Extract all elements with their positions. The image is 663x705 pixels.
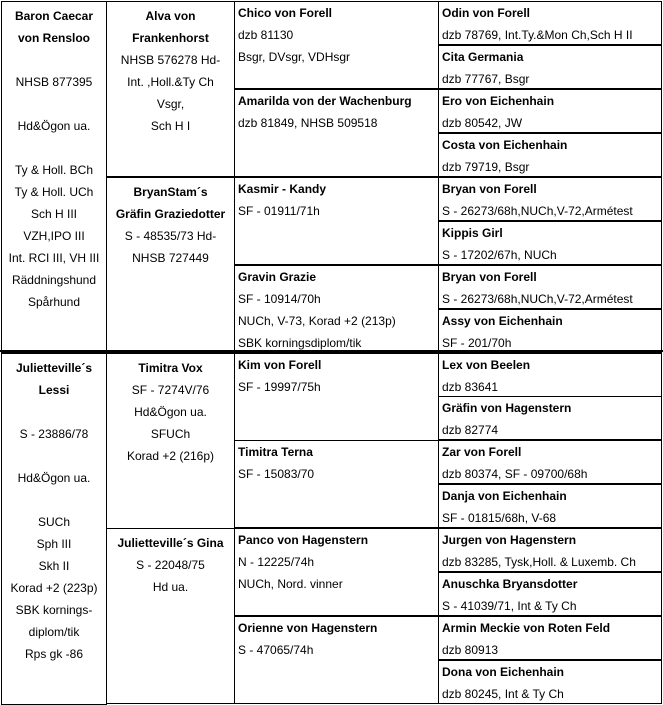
dog-detail: NHSB 877395	[15, 75, 93, 89]
dog-detail: Rps gk -86	[24, 647, 84, 661]
generation-2-cell	[106, 528, 235, 704]
dog-detail: Hd&Ögon ua.	[134, 405, 207, 419]
dog-detail: Skh II	[38, 559, 70, 573]
dog-detail: S - 26273/68h,NUCh,V-72,Armétest	[442, 292, 633, 306]
dog-name: Baron Caecar	[14, 9, 94, 23]
generation-3-cell	[234, 353, 439, 441]
dog-name: Julietteville´s Gina	[117, 536, 224, 550]
dog-detail: N - 12225/74h	[238, 555, 315, 569]
dog-detail: Hd&Ögon ua.	[17, 471, 91, 485]
dog-detail: dzb 80913	[442, 643, 499, 657]
generation-4-cell	[438, 616, 662, 660]
dog-name: Cita Germania	[442, 50, 524, 64]
generation-1-cell	[1, 1, 107, 353]
dog-detail: NHSB 727449	[132, 251, 209, 265]
generation-4-cell	[438, 572, 662, 616]
dog-detail: dzb 80245, Int & Ty Ch	[442, 687, 564, 701]
generation-2-cell	[106, 353, 235, 529]
dog-detail: SF - 15083/70	[238, 467, 315, 481]
dog-detail: S - 26273/68h,NUCh,V-72,Armétest	[442, 204, 633, 218]
generation-4-cell	[438, 309, 662, 353]
generation-2-cell	[106, 1, 235, 177]
dog-detail: SBK korningsdiplom/tik	[238, 336, 362, 350]
dog-detail: SF - 10914/70h	[238, 292, 321, 306]
dog-detail	[2, 49, 106, 71]
generation-4-cell	[438, 133, 662, 177]
dog-detail: dzb 81849, NHSB 509518	[238, 116, 378, 130]
generation-3-cell	[234, 440, 439, 528]
dog-detail: Sph III	[36, 537, 72, 551]
dog-name: BryanStam´s	[133, 185, 208, 199]
generation-2-cell	[106, 177, 235, 353]
generation-4-cell	[438, 440, 662, 484]
dog-name: Orienne von Hagenstern	[238, 621, 378, 635]
dog-detail: SBK kornings-	[15, 603, 93, 617]
dog-detail: Korad +2 (216p)	[126, 449, 215, 463]
dog-name: Kasmir - Kandy	[238, 182, 327, 196]
dog-detail: S - 41039/71, Int & Ty Ch	[442, 599, 577, 613]
dog-name: Lessi	[38, 383, 70, 397]
generation-3-cell	[234, 89, 439, 177]
dog-detail	[2, 401, 106, 423]
dog-detail: NHSB 576278 Hd-	[120, 53, 221, 67]
dog-name: Chico von Forell	[238, 6, 333, 20]
dog-detail: dzb 77767, Bsgr	[442, 72, 530, 86]
dog-detail: Spårhund	[27, 295, 81, 309]
dog-name: Frankenhorst	[132, 31, 209, 45]
generation-4-cell	[438, 221, 662, 265]
dog-detail: SFUCh	[150, 427, 191, 441]
dog-detail: Vsgr,	[156, 97, 185, 111]
dog-name: Julietteville´s	[15, 361, 93, 375]
dog-detail: SF - 01815/68h, V-68	[442, 511, 557, 525]
dog-name: Assy von Eichenhain	[442, 314, 563, 328]
dog-detail: Ty & Holl. BCh	[14, 163, 94, 177]
dog-detail: S - 48535/73 Hd-	[124, 229, 217, 243]
generation-4-cell	[438, 484, 662, 528]
dog-detail: dzb 80542, JW	[442, 116, 523, 130]
dog-name: Dona von Eichenhain	[442, 665, 565, 679]
dog-name: von Rensloo	[17, 31, 90, 45]
dog-name: Bryan von Forell	[442, 182, 537, 196]
dog-name: Ero von Eichenhain	[442, 94, 555, 108]
dog-detail: dzb 83641	[442, 380, 499, 394]
dog-detail: diplom/tik	[28, 625, 80, 639]
generation-4-cell	[438, 1, 662, 45]
dog-name: Costa von Eichenhain	[442, 138, 568, 152]
dog-name: Gräfin Graziedotter	[115, 207, 226, 221]
dog-detail: S - 17202/67h, NUCh	[442, 248, 557, 262]
dog-detail: S - 23886/78	[19, 427, 89, 441]
dog-name: Amarilda von der Wachenburg	[238, 94, 412, 108]
generation-4-cell	[438, 528, 662, 572]
dog-detail: Int. ,Holl.&Ty Ch	[127, 75, 214, 89]
generation-3-cell	[234, 528, 439, 616]
dog-detail: dzb 81130	[238, 28, 294, 42]
dog-detail: Bsgr, DVsgr, VDHsgr	[238, 50, 351, 64]
dog-name: Bryan von Forell	[442, 270, 537, 284]
dog-detail: Sch H I	[150, 119, 191, 133]
generation-4-cell	[438, 45, 662, 89]
generation-3-cell	[234, 1, 439, 89]
generation-3-cell	[234, 616, 439, 704]
dog-detail: Hd&Ögon ua.	[17, 119, 91, 133]
generation-4-cell	[438, 660, 662, 704]
dog-name: Jurgen von Hagenstern	[442, 533, 577, 547]
dog-detail: Int. RCI III, VH III	[8, 251, 100, 265]
dog-name: Armin Meckie von Roten Feld	[442, 621, 611, 635]
generation-1-cell	[1, 353, 107, 705]
dog-detail	[2, 445, 106, 467]
dog-name: Danja von Eichenhain	[442, 489, 567, 503]
dog-detail: dzb 83285, Tysk,Holl. & Luxemb. Ch	[442, 555, 636, 569]
dog-name: Timitra Terna	[238, 445, 313, 459]
dog-detail: Korad +2 (223p)	[10, 581, 98, 595]
dog-detail: NUCh, Nord. vinner	[238, 577, 343, 591]
dog-name: Kippis Girl	[442, 226, 503, 240]
dog-detail: Räddningshund	[11, 273, 97, 287]
dog-detail: dzb 78769, Int.Ty.&Mon Ch,Sch H II	[442, 28, 633, 42]
generation-4-cell	[438, 89, 662, 133]
dog-detail: dzb 79719, Bsgr	[442, 160, 530, 174]
dog-detail: SUCh	[37, 515, 70, 529]
dog-detail: Sch H III	[30, 207, 77, 221]
dog-name: Lex von Beelen	[442, 358, 531, 372]
dog-name: Kim von Forell	[238, 358, 322, 372]
dog-detail: S - 22048/75	[136, 558, 205, 572]
dog-name: Alva von	[145, 9, 196, 23]
dog-detail	[2, 489, 106, 511]
dog-detail: SF - 7274V/76	[131, 383, 210, 397]
dog-detail: SF - 19997/75h	[238, 380, 321, 394]
dog-detail: VZH,IPO III	[23, 229, 85, 243]
dog-detail: NUCh, V-73, Korad +2 (213p)	[238, 314, 396, 328]
generation-4-cell	[438, 353, 662, 397]
dog-detail: S - 47065/74h	[238, 643, 314, 657]
generation-3-cell	[234, 177, 439, 265]
dog-detail: Ty & Holl. UCh	[14, 185, 94, 199]
dog-detail: SF - 01911/71h	[238, 204, 320, 218]
dog-name: Zar von Forell	[442, 445, 522, 459]
dog-name: Odin von Forell	[442, 6, 531, 20]
generation-4-cell	[438, 396, 662, 440]
dog-detail: dzb 80374, SF - 09700/68h	[442, 467, 588, 481]
dog-detail: SF - 201/70h	[442, 336, 512, 350]
generation-3-cell	[234, 265, 439, 353]
dog-name: Panco von Hagenstern	[238, 533, 369, 547]
dog-detail	[2, 93, 106, 115]
dog-detail	[2, 137, 106, 159]
generation-4-cell	[438, 265, 662, 309]
dog-name: Timitra Vox	[138, 361, 203, 375]
dog-name: Gräfin von Hagenstern	[442, 401, 572, 415]
dog-detail: dzb 82774	[442, 423, 499, 437]
dog-name: Gravin Grazie	[238, 270, 317, 284]
dog-detail: Hd ua.	[152, 580, 189, 594]
dog-name: Anuschka Bryansdotter	[442, 577, 578, 591]
generation-4-cell	[438, 177, 662, 221]
